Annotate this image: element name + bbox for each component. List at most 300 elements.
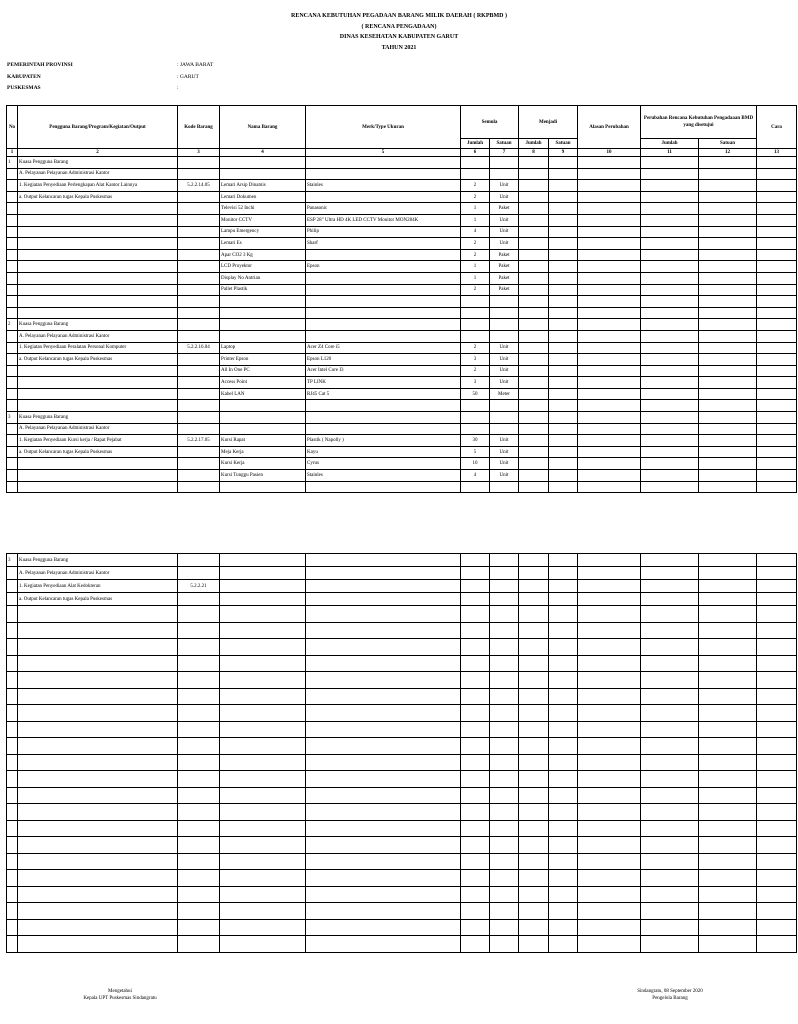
cell-empty — [549, 580, 578, 593]
kabupaten-value: : GARUT — [177, 74, 199, 80]
header-kode: Kode Barang — [178, 106, 220, 149]
cell-empty — [641, 284, 699, 296]
cell-empty — [461, 919, 490, 936]
cell-nama — [220, 157, 306, 169]
cell-empty — [641, 330, 699, 342]
cell-kode — [178, 157, 220, 169]
cell-empty — [757, 412, 797, 424]
cell-empty — [519, 919, 549, 936]
cell-empty — [641, 226, 699, 238]
table-row — [7, 400, 797, 412]
cell-empty — [578, 307, 641, 319]
cell-nama — [220, 412, 306, 424]
cell-merk — [306, 307, 461, 319]
cell-pengguna: A. Pelayanan Pelayanan Administrasi Kantor — [18, 168, 178, 180]
cell-empty — [641, 261, 699, 273]
column-number: 5 — [306, 149, 461, 157]
cell-empty — [306, 919, 461, 936]
table-row — [7, 284, 797, 296]
cell-empty — [519, 853, 549, 870]
cell-no — [7, 593, 18, 606]
table-row — [7, 319, 797, 331]
cell-empty — [578, 754, 641, 771]
cell-empty — [519, 837, 549, 854]
cell-no — [7, 203, 18, 215]
cell-empty — [18, 870, 178, 887]
cell-empty — [306, 787, 461, 804]
cell-merk: Philip — [306, 226, 461, 238]
cell-empty — [641, 249, 699, 261]
cell-empty — [519, 903, 549, 920]
cell-empty — [490, 820, 519, 837]
cell-empty — [519, 354, 549, 366]
cell-empty — [641, 354, 699, 366]
column-number: 1 — [7, 149, 18, 157]
cell-empty — [519, 191, 549, 203]
cell-empty — [519, 470, 549, 482]
cell-kode — [178, 203, 220, 215]
cell-empty — [757, 639, 797, 656]
cell-empty — [7, 721, 18, 738]
table-row-empty — [7, 738, 797, 755]
cell-empty — [699, 754, 757, 771]
cell-empty — [306, 936, 461, 953]
cell-empty — [549, 936, 578, 953]
cell-empty — [549, 412, 578, 424]
cell-nama: Kursi Kerja — [220, 458, 306, 470]
table-row-empty — [7, 721, 797, 738]
cell-merk — [306, 272, 461, 284]
cell-empty — [757, 330, 797, 342]
cell-empty — [757, 180, 797, 192]
cell-empty — [7, 936, 18, 953]
cell-kode — [178, 423, 220, 435]
cell-empty — [641, 481, 699, 493]
cell-empty — [699, 919, 757, 936]
cell-empty — [757, 787, 797, 804]
cell-empty — [461, 936, 490, 953]
cell-nama — [220, 580, 306, 593]
cell-nama: LCD Proyektor — [220, 261, 306, 273]
cell-pengguna — [18, 470, 178, 482]
cell-empty — [18, 919, 178, 936]
cell-empty — [18, 787, 178, 804]
cell-empty — [699, 226, 757, 238]
cell-empty — [699, 820, 757, 837]
cell-empty — [549, 180, 578, 192]
cell-empty — [7, 870, 18, 887]
cell-empty — [519, 168, 549, 180]
cell-empty — [519, 319, 549, 331]
cell-empty — [578, 470, 641, 482]
cell-no — [7, 580, 18, 593]
table-row — [7, 412, 797, 424]
cell-nama — [220, 554, 306, 567]
cell-empty — [549, 554, 578, 567]
cell-empty — [549, 787, 578, 804]
cell-empty — [578, 787, 641, 804]
cell-no — [7, 388, 18, 400]
cell-empty — [699, 180, 757, 192]
cell-empty — [578, 639, 641, 656]
cell-empty — [220, 886, 306, 903]
cell-jumlah: 10 — [461, 458, 490, 470]
cell-nama — [220, 330, 306, 342]
cell-merk — [306, 296, 461, 308]
cell-empty — [519, 307, 549, 319]
cell-empty — [461, 721, 490, 738]
cell-empty — [220, 738, 306, 755]
cell-empty — [220, 919, 306, 936]
cell-merk: Kayu — [306, 446, 461, 458]
cell-jumlah: 2 — [461, 284, 490, 296]
cell-pengguna: Kuasa Pengguna Barang — [18, 319, 178, 331]
cell-empty — [641, 168, 699, 180]
cell-empty — [178, 721, 220, 738]
cell-no: 3 — [7, 554, 18, 567]
cell-empty — [578, 157, 641, 169]
cell-empty — [641, 771, 699, 788]
cell-empty — [519, 481, 549, 493]
cell-kode — [178, 567, 220, 580]
cell-satuan: Unit — [490, 342, 519, 354]
column-number: 9 — [549, 149, 578, 157]
cell-empty — [641, 191, 699, 203]
table-row — [7, 157, 797, 169]
cell-empty — [178, 787, 220, 804]
table-row — [7, 342, 797, 354]
cell-no — [7, 296, 18, 308]
table-row — [7, 365, 797, 377]
cell-satuan — [490, 412, 519, 424]
cell-empty — [641, 319, 699, 331]
cell-empty — [519, 249, 549, 261]
cell-empty — [461, 837, 490, 854]
cell-empty — [220, 787, 306, 804]
cell-empty — [578, 191, 641, 203]
table-row — [7, 249, 797, 261]
cell-empty — [578, 771, 641, 788]
cell-empty — [641, 688, 699, 705]
cell-jumlah: 30 — [461, 435, 490, 447]
table-row — [7, 458, 797, 470]
cell-jumlah — [461, 593, 490, 606]
cell-empty — [641, 639, 699, 656]
cell-empty — [519, 214, 549, 226]
cell-empty — [220, 672, 306, 689]
cell-no — [7, 191, 18, 203]
cell-empty — [306, 738, 461, 755]
cell-empty — [641, 388, 699, 400]
cell-satuan: Unit — [490, 470, 519, 482]
cell-empty — [220, 655, 306, 672]
cell-empty — [490, 787, 519, 804]
cell-empty — [220, 820, 306, 837]
cell-empty — [641, 886, 699, 903]
table-row — [7, 238, 797, 250]
header-semula-jumlah: Jumlah — [461, 139, 490, 149]
cell-empty — [549, 481, 578, 493]
cell-empty — [519, 400, 549, 412]
cell-no — [7, 168, 18, 180]
cell-empty — [519, 606, 549, 623]
cell-empty — [220, 903, 306, 920]
cell-satuan — [490, 319, 519, 331]
cell-pengguna — [18, 400, 178, 412]
cell-empty — [549, 593, 578, 606]
cell-empty — [220, 837, 306, 854]
cell-empty — [641, 272, 699, 284]
cell-empty — [549, 606, 578, 623]
cell-no: 3 — [7, 412, 18, 424]
cell-empty — [519, 203, 549, 215]
cell-empty — [699, 272, 757, 284]
cell-empty — [461, 754, 490, 771]
cell-empty — [641, 754, 699, 771]
cell-satuan — [490, 567, 519, 580]
cell-empty — [549, 470, 578, 482]
cell-empty — [578, 903, 641, 920]
cell-empty — [519, 342, 549, 354]
cell-empty — [306, 837, 461, 854]
cell-empty — [699, 787, 757, 804]
cell-empty — [578, 870, 641, 887]
cell-pengguna — [18, 226, 178, 238]
table-row — [7, 446, 797, 458]
cell-empty — [549, 284, 578, 296]
cell-no — [7, 435, 18, 447]
cell-empty — [699, 261, 757, 273]
cell-pengguna — [18, 272, 178, 284]
cell-jumlah — [461, 296, 490, 308]
cell-empty — [490, 622, 519, 639]
column-number: 6 — [461, 149, 490, 157]
cell-empty — [578, 168, 641, 180]
cell-pengguna — [18, 307, 178, 319]
cell-merk: Stainles — [306, 470, 461, 482]
cell-empty — [18, 837, 178, 854]
cell-empty — [641, 655, 699, 672]
cell-no — [7, 354, 18, 366]
cell-empty — [519, 435, 549, 447]
cell-kode — [178, 191, 220, 203]
cell-no — [7, 307, 18, 319]
cell-empty — [757, 705, 797, 722]
cell-empty — [578, 820, 641, 837]
cell-empty — [699, 377, 757, 389]
cell-jumlah: 2 — [461, 342, 490, 354]
cell-merk — [306, 412, 461, 424]
cell-nama: Printer Epson — [220, 354, 306, 366]
table-row — [7, 567, 797, 580]
cell-nama: Laptop — [220, 342, 306, 354]
cell-empty — [699, 307, 757, 319]
cell-no — [7, 400, 18, 412]
cell-empty — [519, 738, 549, 755]
table-row — [7, 435, 797, 447]
cell-empty — [549, 820, 578, 837]
cell-empty — [699, 672, 757, 689]
cell-jumlah: 1 — [461, 272, 490, 284]
cell-empty — [578, 593, 641, 606]
cell-no — [7, 446, 18, 458]
cell-no — [7, 365, 18, 377]
cell-empty — [699, 354, 757, 366]
cell-nama — [220, 307, 306, 319]
cell-empty — [757, 554, 797, 567]
cell-kode — [178, 307, 220, 319]
cell-empty — [757, 423, 797, 435]
cell-empty — [490, 688, 519, 705]
cell-empty — [519, 365, 549, 377]
cell-empty — [699, 481, 757, 493]
cell-empty — [549, 191, 578, 203]
cell-empty — [7, 738, 18, 755]
cell-no — [7, 567, 18, 580]
cell-empty — [549, 261, 578, 273]
cell-satuan — [490, 330, 519, 342]
cell-empty — [757, 721, 797, 738]
cell-empty — [549, 672, 578, 689]
cell-empty — [757, 672, 797, 689]
cell-empty — [7, 622, 18, 639]
cell-empty — [757, 226, 797, 238]
cell-empty — [490, 919, 519, 936]
cell-nama: Display No Antrian — [220, 272, 306, 284]
cell-empty — [699, 400, 757, 412]
cell-empty — [549, 655, 578, 672]
cell-empty — [7, 771, 18, 788]
cell-pengguna: Kuasa Pengguna Barang — [18, 412, 178, 424]
cell-empty — [178, 804, 220, 821]
cell-jumlah: 2 — [461, 365, 490, 377]
cell-empty — [549, 203, 578, 215]
cell-empty — [519, 593, 549, 606]
cell-empty — [549, 567, 578, 580]
cell-pengguna: 1. Kegiatan Penyediaan Peralatan Personal Komputer — [18, 342, 178, 354]
cell-kode: 5.2.2.21 — [178, 580, 220, 593]
cell-nama — [220, 296, 306, 308]
cell-empty — [306, 639, 461, 656]
cell-empty — [461, 672, 490, 689]
cell-empty — [549, 804, 578, 821]
cell-empty — [18, 721, 178, 738]
cell-empty — [306, 655, 461, 672]
cell-empty — [699, 365, 757, 377]
cell-nama: Meja Kerja — [220, 446, 306, 458]
cell-empty — [699, 191, 757, 203]
cell-kode — [178, 319, 220, 331]
cell-empty — [519, 870, 549, 887]
cell-empty — [578, 354, 641, 366]
cell-empty — [7, 853, 18, 870]
cell-empty — [578, 296, 641, 308]
cell-pengguna: A. Pelayanan Pelayanan Administrasi Kantor — [18, 423, 178, 435]
cell-empty — [461, 688, 490, 705]
cell-empty — [519, 388, 549, 400]
cell-no: 2 — [7, 319, 18, 331]
cell-empty — [519, 180, 549, 192]
cell-empty — [641, 919, 699, 936]
cell-empty — [757, 168, 797, 180]
cell-jumlah: 50 — [461, 388, 490, 400]
cell-merk — [306, 284, 461, 296]
cell-no — [7, 214, 18, 226]
cell-pengguna: Kuasa Pengguna Barang — [18, 157, 178, 169]
cell-empty — [519, 554, 549, 567]
cell-empty — [578, 655, 641, 672]
cell-empty — [306, 903, 461, 920]
cell-empty — [519, 580, 549, 593]
cell-empty — [757, 191, 797, 203]
cell-nama: Pallet Plastik — [220, 284, 306, 296]
cell-empty — [549, 168, 578, 180]
rkpbmd-table-2 — [6, 553, 797, 953]
cell-empty — [641, 903, 699, 920]
cell-satuan — [490, 580, 519, 593]
cell-empty — [699, 470, 757, 482]
title-line-4: TAHUN 2021 — [381, 44, 417, 51]
cell-empty — [699, 330, 757, 342]
cell-empty — [699, 435, 757, 447]
cell-jumlah: 3 — [461, 354, 490, 366]
cell-empty — [699, 738, 757, 755]
cell-empty — [549, 365, 578, 377]
cell-empty — [519, 639, 549, 656]
cell-empty — [461, 787, 490, 804]
cell-nama: Lampu Emergency — [220, 226, 306, 238]
cell-empty — [7, 639, 18, 656]
cell-jumlah — [461, 580, 490, 593]
cell-merk: Stainles — [306, 180, 461, 192]
signature-left — [60, 988, 180, 1002]
cell-jumlah: 2 — [461, 180, 490, 192]
cell-empty — [7, 754, 18, 771]
cell-kode — [178, 554, 220, 567]
cell-empty — [549, 771, 578, 788]
cell-jumlah: 1 — [461, 214, 490, 226]
cell-empty — [178, 738, 220, 755]
cell-no — [7, 330, 18, 342]
cell-empty — [306, 804, 461, 821]
cell-empty — [757, 919, 797, 936]
cell-empty — [757, 249, 797, 261]
cell-empty — [757, 342, 797, 354]
cell-empty — [699, 622, 757, 639]
cell-empty — [578, 365, 641, 377]
cell-empty — [490, 738, 519, 755]
cell-empty — [549, 388, 578, 400]
cell-kode — [178, 377, 220, 389]
header-merk: Merk/Type Ukuran — [306, 106, 461, 149]
cell-pengguna — [18, 296, 178, 308]
cell-kode — [178, 272, 220, 284]
cell-empty — [699, 593, 757, 606]
cell-empty — [699, 214, 757, 226]
cell-satuan: Unit — [490, 191, 519, 203]
signature-left-line1: Mengetahui — [108, 989, 132, 994]
cell-empty — [306, 622, 461, 639]
cell-satuan: Unit — [490, 214, 519, 226]
cell-empty — [757, 354, 797, 366]
cell-empty — [641, 423, 699, 435]
cell-empty — [461, 705, 490, 722]
cell-empty — [519, 771, 549, 788]
cell-empty — [306, 606, 461, 623]
cell-satuan: Unit — [490, 238, 519, 250]
cell-no — [7, 423, 18, 435]
cell-no — [7, 458, 18, 470]
